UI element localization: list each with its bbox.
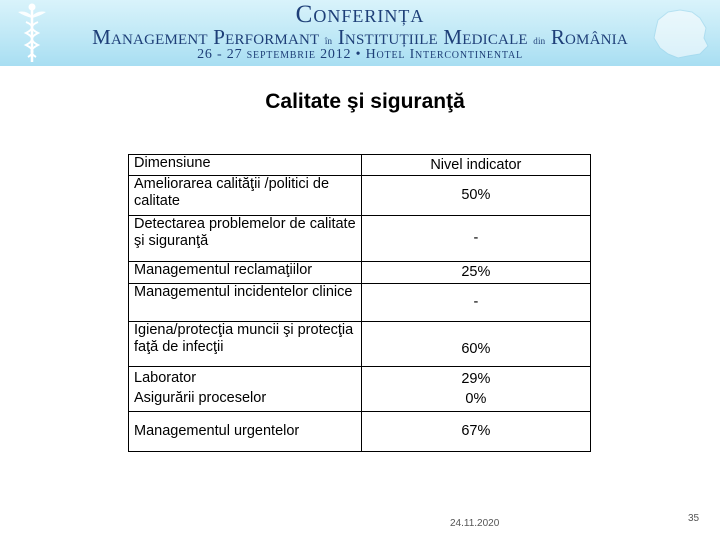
table-row	[129, 322, 591, 367]
indicator-cell: 67%	[361, 412, 590, 452]
dimension-cell: Managementul reclamaţiilor	[129, 262, 362, 284]
quality-indicators-table	[128, 154, 591, 452]
table-row	[129, 176, 591, 216]
indicator-cell: 25%	[361, 262, 590, 284]
indicator-value: 29%	[461, 370, 491, 387]
banner-conference-title: Conferința	[295, 1, 425, 28]
table-row	[129, 367, 591, 412]
footer-date: 24.11.2020	[450, 518, 500, 529]
table-row	[129, 216, 591, 262]
table-row	[129, 284, 591, 322]
dimension-cell: Managementul urgentelor	[129, 412, 362, 452]
indicator-cell: -	[361, 216, 590, 262]
conference-banner	[0, 0, 720, 66]
dimension-cell	[129, 367, 362, 412]
indicator-value: 0%	[465, 390, 487, 407]
dimension-cell: Dimensiune	[129, 155, 362, 176]
page-number: 35	[688, 513, 700, 524]
indicator-cell: 60%	[361, 322, 590, 367]
indicator-cell: Nivel indicator	[361, 155, 590, 176]
dimension-cell: Managementul incidentelor clinice	[129, 284, 362, 322]
dimension-cell: Igiena/protecţia muncii şi protecţia faţă de infecţii	[129, 322, 362, 367]
banner-date-venue: 26 - 27 septembrie 2012 • Hotel Intercontinental	[197, 47, 523, 62]
dimension-label: Asigurării proceselor	[134, 390, 267, 406]
romania-map-icon	[650, 6, 712, 62]
slide-title: Calitate şi siguranţă	[265, 90, 465, 113]
indicator-cell: 50%	[361, 176, 590, 216]
dimension-label: Laborator	[134, 370, 197, 386]
indicator-cell	[361, 367, 590, 412]
indicator-cell: -	[361, 284, 590, 322]
table-row	[129, 155, 591, 176]
dimension-cell: Detectarea problemelor de calitate şi siguranţă	[129, 216, 362, 262]
banner-conference-subtitle: Management Performant în Instituțiile Medicale din România	[92, 25, 628, 49]
dimension-cell: Ameliorarea calităţii /politici de calitate	[129, 176, 362, 216]
table-row	[129, 412, 591, 452]
table-row	[129, 262, 591, 284]
